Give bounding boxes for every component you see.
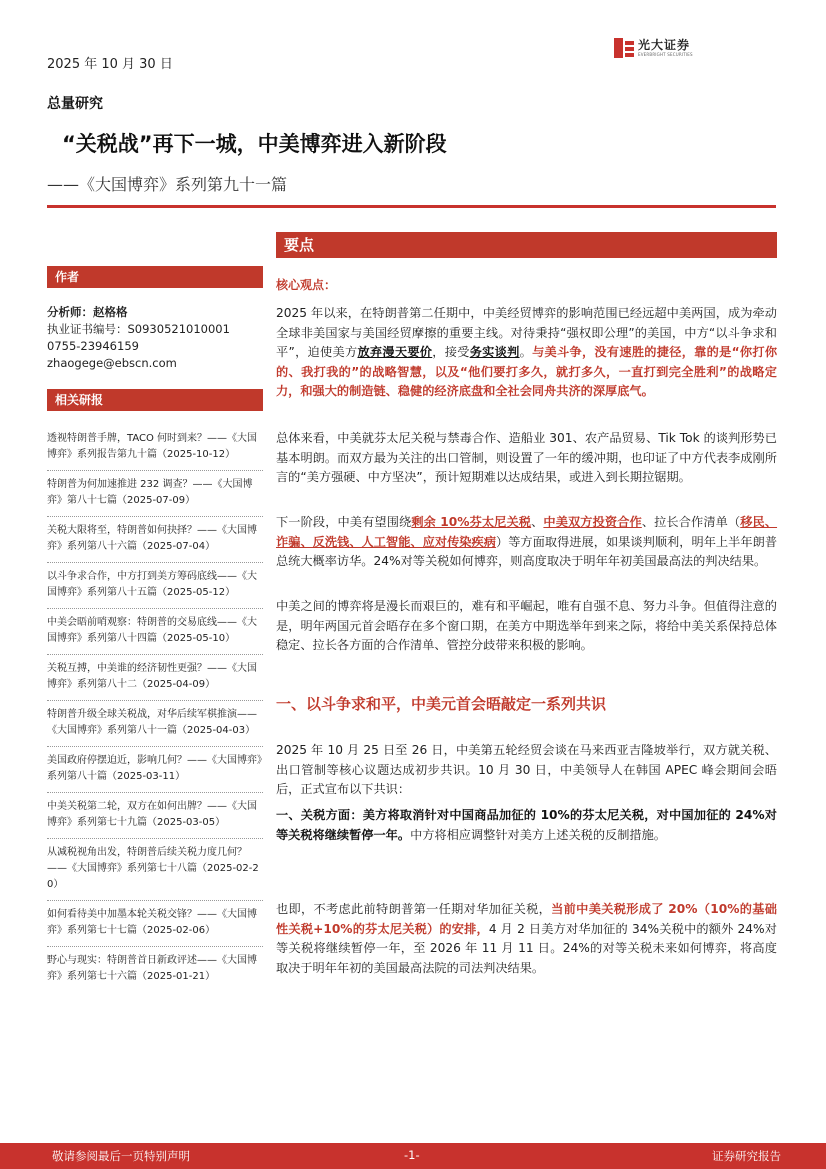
related-research-heading: 相关研报	[47, 389, 263, 411]
next-stage-paragraph	[276, 513, 777, 572]
analyst-phone: 0755-23946159	[47, 339, 139, 353]
research-item[interactable]: 美国政府停摆迫近，影响几何？——《大国博弈》系列第八十篇（2025-03-11）	[47, 747, 263, 793]
company-logo	[614, 38, 693, 58]
research-item[interactable]: 特朗普为何加速推进 232 调查？——《大国博弈》第八十七篇（2025-07-09）	[47, 471, 263, 517]
highlight-text: 当前中美关税形成了 20%（10%的基础性关税+10%的芬太尼关税）的安排，	[276, 902, 777, 936]
research-item[interactable]: 关税大限将至，特朗普如何抉择？——《大国博弈》系列第八十六篇（2025-07-04）	[47, 517, 263, 563]
text-run: ）等方面取得进展，如果谈判顺利，明年上半年朗普总统大概率访华。24%对等关税如何博弈，则高度取决于明年年初美国最高法的判决结果。	[276, 534, 778, 568]
text-run: 2025 年以来，在特朗普第二任期中，中美经贸博弈的影响范围已经远超中美两国，成为牵动全球非美国家与美国经贸摩擦的重要主线。对待秉持“强权即公理”的美国，中方“以斗争求和平”，迫使美方	[276, 306, 777, 359]
research-item[interactable]: 中美会晤前哨观察：特朗普的交易底线——《大国博弈》系列第八十四篇（2025-05-10）	[47, 609, 263, 655]
research-item[interactable]: 特朗普升级全球关税战，对华后续军棋推演——《大国博弈》系列第八十一篇（2025-04-03）	[47, 701, 263, 747]
research-item[interactable]: 透视特朗普手牌，TACO 何时到来？——《大国博弈》系列报告第九十篇（2025-10-12）	[47, 425, 263, 471]
text-run: 也即，不考虑此前特朗普第一任期对华加征关税，	[276, 902, 552, 916]
logo-english-name: EVERBRIGHT SECURITIES	[638, 51, 693, 57]
tariff-detail-paragraph	[276, 900, 777, 978]
analyst-name: 分析师：赵格格	[47, 305, 128, 319]
analyst-email[interactable]: zhaogege@ebscn.com	[47, 356, 177, 370]
text-run: 。	[519, 345, 533, 359]
core-view-paragraph	[276, 304, 777, 402]
related-research-list	[47, 425, 263, 992]
research-item[interactable]: 如何看待美中加墨本轮关税交锋？——《大国博弈》系列第七十七篇（2025-02-06）	[47, 901, 263, 947]
title-divider	[47, 205, 776, 208]
footer-disclaimer[interactable]: 敬请参阅最后一页特别声明	[52, 1149, 190, 1163]
emphasis-text: 一、关税方面：美方将取消针对中国商品加征的 10%的芬太尼关税，对中国加征的 24%对等关税将继续暂停一年。	[276, 808, 777, 842]
logo-name: 光大证券	[638, 37, 691, 52]
outlook-paragraph: 中美之间的博弈将是漫长而艰巨的，难有和平崛起，唯有自强不息、努力斗争。但值得注意的是，明年两国元首会晤存在多个窗口期，在美方中期选举年到来之际，将给中美关系保持总体稳定、拉长各方面的合作清单、管控分歧带来积极的影响。	[276, 599, 777, 652]
highlight-text: 移民、诈骗、反洗钱、人工智能、应对传染疾病	[276, 515, 778, 549]
text-run: ，接受	[432, 345, 470, 359]
report-category: 总量研究	[47, 96, 103, 112]
text-run: 、	[531, 515, 544, 529]
highlight-text: 中美双方投资合作	[543, 515, 642, 529]
footer-report-type: 证券研究报告	[712, 1149, 781, 1163]
research-item[interactable]: 关税互搏，中美谁的经济韧性更强？——《大国博弈》系列第八十二（2025-04-09）	[47, 655, 263, 701]
tariff-paragraph	[276, 806, 777, 845]
research-item[interactable]: 以斗争求合作，中方打到美方筹码底线——《大国博弈》系列第八十五篇（2025-05-12）	[47, 563, 263, 609]
logo-mark-icon	[614, 38, 634, 58]
text-run: 中方将相应调整针对美方上述关税的反制措施。	[410, 827, 666, 842]
report-title: “关税战”再下一城，中美博弈进入新阶段	[62, 132, 447, 156]
research-item[interactable]: 从减税视角出发，特朗普后续关税力度几何？——《大国博弈》系列第七十八篇（2025-02-20）	[47, 839, 263, 901]
author-heading: 作者	[47, 266, 263, 288]
core-view-label: 核心观点：	[276, 278, 337, 292]
highlight-text: 剩余 10%芬太尼关税	[411, 515, 532, 529]
section-1-heading: 一、以斗争求和平，中美元首会晤敲定一系列共识	[276, 695, 607, 713]
report-date: 2025 年 10 月 30 日	[47, 57, 173, 72]
overview-paragraph: 总体来看，中美就芬太尼关税与禁毒合作、造船业 301、农产品贸易、Tik Tok 的谈判形势已基本明朗。而双方最为关注的出口管制，则设置了一年的缓冲期，也印证了中方代表李成刚所言的“美方强硬、中方坚决”，预计短期难以达成结果，或进入到长期拉锯期。	[276, 431, 777, 484]
section-1-intro-paragraph: 2025 年 10 月 25 日至 26 日，中美第五轮经贸会谈在马来西亚吉隆坡举行，双方就关税、出口管制等核心议题达成初步共识。10 月 30 日，中美领导人在韩国 APEC 峰会期间会晤后，正式宣布以下共识：	[276, 743, 777, 796]
text-run: 4 月 2 日美方对华加征的 34%关税中的额外 24%对等关税将继续暂停一年，至 2026 年 11 月 11 日。24%的对等关税未来如何博弈，将高度取决于明年年初的美国最高法院的司法判决结果。	[276, 921, 777, 975]
text-run: 、拉长合作清单（	[641, 515, 741, 529]
highlight-text: 与美斗争，没有速胜的捷径，靠的是“你打你的、我打我的”的战略智慧，以及“他们要打多久，就打多久，一直打到完全胜利”的战略定力，和强大的制造链、稳健的经济底盘和全社会同舟共济的深厚底气。	[276, 345, 778, 398]
analyst-info	[47, 304, 263, 372]
analyst-license: 执业证书编号：S0930521010001	[47, 322, 230, 336]
research-item[interactable]: 野心与现实：特朗普首日新政评述——《大国博弈》系列第七十六篇（2025-01-21）	[47, 955, 257, 982]
emphasis-text: 放弃漫天要价	[357, 345, 433, 359]
research-item[interactable]: 中美关税第二轮，双方在如何出牌？——《大国博弈》系列第七十九篇（2025-03-05）	[47, 793, 263, 839]
text-run: 下一阶段，中美有望围绕	[276, 515, 412, 529]
emphasis-text: 务实谈判	[469, 345, 520, 359]
key-points-heading: 要点	[276, 232, 777, 258]
page-number: -1-	[404, 1148, 420, 1162]
report-subtitle: ——《大国博弈》系列第九十一篇	[47, 175, 288, 194]
